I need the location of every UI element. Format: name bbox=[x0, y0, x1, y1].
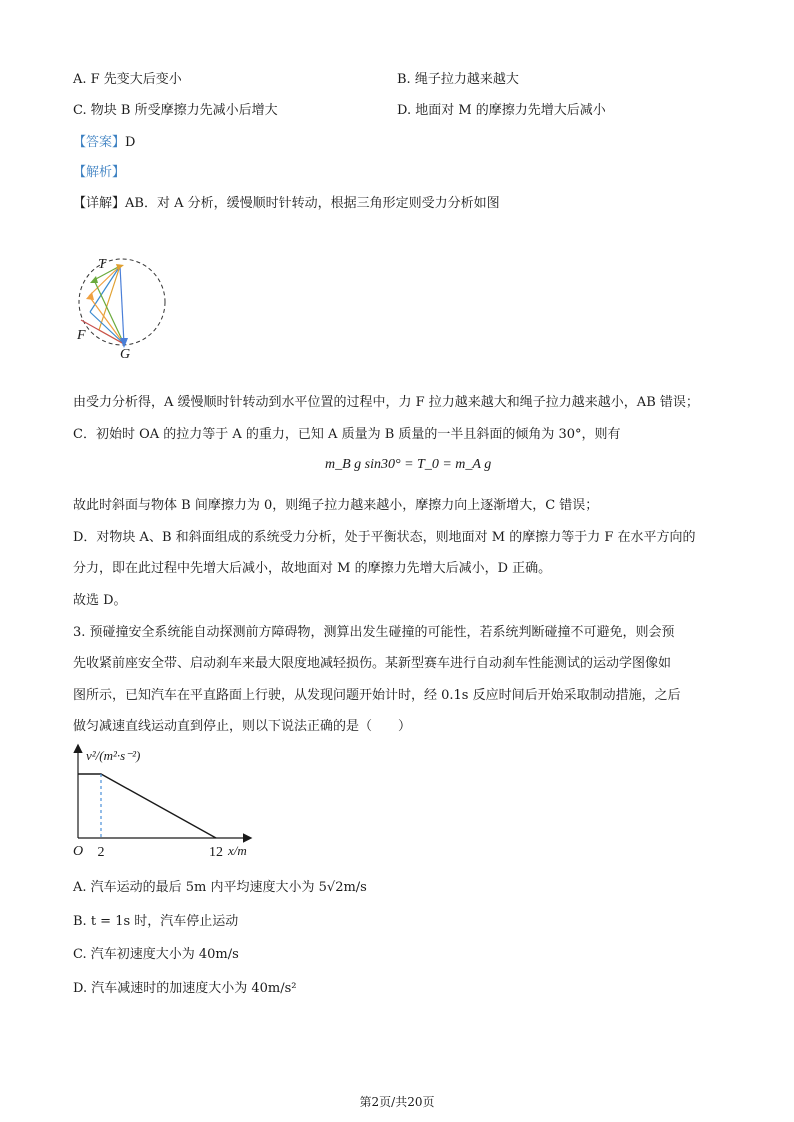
label-t: T bbox=[98, 257, 106, 272]
answer-line bbox=[73, 131, 135, 150]
answer-value: D bbox=[125, 135, 136, 150]
x-tick-label: 12 bbox=[209, 845, 223, 860]
q3-option-b: B. t = 1s 时，汽车停止运动 bbox=[73, 914, 239, 929]
q3-line-3: 图所示，已知汽车在平直路面上行驶，从发现问题开始计时，经 0.1s 反应时间后开始采取制动措施，之后 bbox=[73, 688, 681, 703]
para-5: 故选 D。 bbox=[73, 593, 127, 608]
series-line bbox=[78, 774, 216, 838]
q3-line-1: 3. 预碰撞安全系统能自动探测前方障碍物，测算出发生碰撞的可能性，若系统判断碰撞不可避免，则会预 bbox=[73, 625, 675, 640]
answer-tag: 【答案】 bbox=[73, 135, 126, 150]
q3-option-c: C. 汽车初速度大小为 40m/s bbox=[73, 947, 239, 962]
q3-line-4: 做匀减速直线运动直到停止，则以下说法正确的是（ ） bbox=[73, 719, 412, 734]
v2-x-chart bbox=[70, 738, 270, 863]
para-1: 由受力分析得，A 缓慢顺时针转动到水平位置的过程中，力 F 拉力越来越大和绳子拉力越来越小，AB 错误； bbox=[73, 395, 699, 410]
q3-option-a: A. 汽车运动的最后 5m 内平均速度大小为 5√2m/s bbox=[73, 880, 367, 895]
option-c: C. 物块 B 所受摩擦力先减小后增大 bbox=[73, 103, 278, 118]
option-a: A. F 先变大后变小 bbox=[73, 72, 182, 87]
label-f: F bbox=[77, 328, 86, 343]
x-tick-label: 2 bbox=[97, 845, 105, 860]
origin-label: O bbox=[73, 844, 84, 859]
option-b: B. 绳子拉力越来越大 bbox=[397, 72, 519, 87]
para-4a: D．对物块 A、B 和斜面组成的系统受力分析，处于平衡状态，则地面对 M 的摩擦力等于力 F 在水平方向的 bbox=[73, 530, 696, 545]
q3-option-d: D. 汽车减速时的加速度大小为 40m/s² bbox=[73, 981, 297, 996]
detail-tag: 【详解】 bbox=[73, 196, 126, 211]
q3-line-2: 先收紧前座安全带、启动刹车来最大限度地减轻损伤。某新型赛车进行自动刹车性能测试的运动学图像如 bbox=[73, 656, 672, 671]
option-d: D. 地面对 M 的摩擦力先增大后减小 bbox=[397, 103, 606, 118]
analysis-tag: 【解析】 bbox=[73, 165, 126, 180]
y-axis-label: v²/(m²·s⁻²) bbox=[86, 748, 141, 763]
page-number: 第2页/共20页 bbox=[359, 1095, 435, 1109]
para-4b: 分力，即在此过程中先增大后减小，故地面对 M 的摩擦力先增大后减小，D 正确。 bbox=[73, 561, 552, 576]
detail-line bbox=[73, 192, 500, 211]
para-3: 故此时斜面与物体 B 间摩擦力为 0，则绳子拉力越来越小，摩擦力向上逐渐增大，C 错误； bbox=[73, 498, 599, 513]
formula: m_B g sin30° = T_0 = m_A g bbox=[325, 457, 492, 472]
force-triangle-diagram bbox=[72, 252, 172, 364]
para-2: C．初始时 OA 的拉力等于 A 的重力，已知 A 质量为 B 质量的一半且斜面的倾角为 30°，则有 bbox=[73, 427, 621, 442]
x-axis-label: x/m bbox=[228, 843, 247, 858]
detail-text: AB．对 A 分析，缓慢顺时针转动，根据三角形定则受力分析如图 bbox=[125, 196, 500, 211]
label-g: G bbox=[120, 347, 131, 362]
